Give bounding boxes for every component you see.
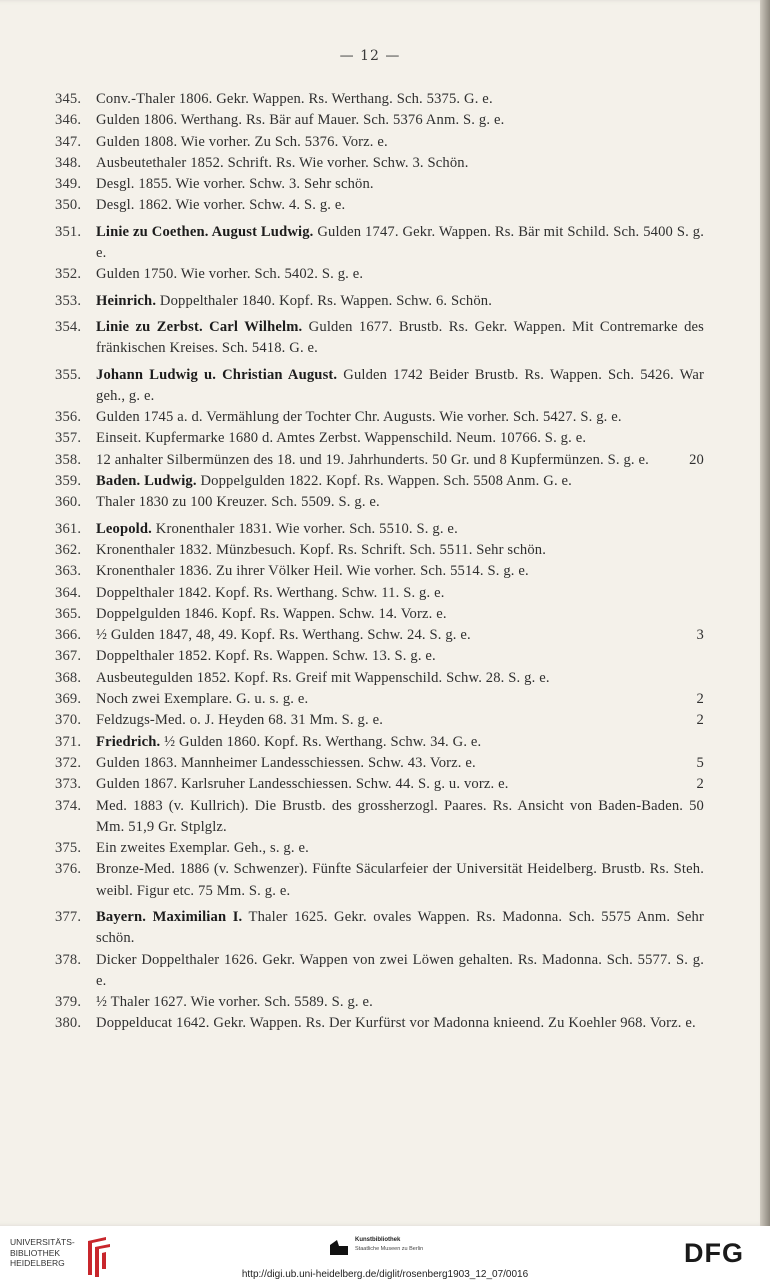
catalog-entry: [0, 471, 760, 492]
entry-number: 364.: [55, 584, 82, 601]
dfg-logo-text: DFG: [684, 1240, 744, 1266]
entry-text: Gulden 1808. Wie vorher. Zu Sch. 5376. Vorz. e.: [96, 133, 388, 150]
catalog-entry: [0, 646, 760, 667]
entry-text: Kronenthaler 1832. Münzbesuch. Kopf. Rs. Schrift. Sch. 5511. Sehr schön.: [96, 541, 547, 558]
catalog-entry: [0, 492, 760, 513]
entry-number: 349.: [55, 176, 82, 193]
entry-text: Desgl. 1862. Wie vorher. Schw. 4. S. g. e.: [96, 197, 346, 214]
catalog-entry: [0, 753, 760, 774]
catalog-entry: [0, 796, 760, 839]
entry-number: 369.: [55, 691, 82, 708]
catalog-entry: [0, 838, 760, 859]
catalog-entry: [0, 365, 760, 408]
entry-number: 351.: [55, 223, 82, 240]
entry-number: 373.: [55, 776, 82, 793]
entry-heading: Linie zu Zerbst. Carl Wilhelm.: [96, 318, 303, 335]
catalog-entry: [0, 222, 760, 265]
entry-number: 355.: [55, 366, 82, 383]
catalog-entry: [0, 668, 760, 689]
entry-price: 20: [689, 451, 704, 468]
entry-text: Gulden 1806. Werthang. Rs. Bär auf Mauer. Sch. 5376 Anm. S. g. e.: [96, 112, 505, 129]
entry-number: 377.: [55, 908, 82, 925]
catalog-entry: [0, 174, 760, 195]
entry-price: 3: [696, 627, 704, 644]
catalog-entry: [0, 540, 760, 561]
ub-logo-text: [10, 1237, 75, 1269]
entry-text: Ausbeutethaler 1852. Schrift. Rs. Wie vorher. Schw. 3. Schön.: [96, 154, 469, 171]
catalog-entry: [0, 428, 760, 449]
entry-number: 378.: [55, 951, 82, 968]
catalog-entry: [0, 859, 760, 902]
catalog-entry: [0, 450, 760, 471]
source-url[interactable]: http://digi.ub.uni-heidelberg.de/diglit/rosenberg1903_12_07/0016: [241, 1269, 529, 1280]
kunstbibliothek-name: Kunstbibliothek: [355, 1237, 401, 1243]
catalog-entry: [0, 153, 760, 174]
entry-text: Ein zweites Exemplar. Geh., s. g. e.: [96, 840, 309, 857]
entry-number: 354.: [55, 318, 82, 335]
entry-text: ½ Gulden 1860. Kopf. Rs. Werthang. Schw. 34. G. e.: [160, 733, 482, 750]
catalog-entry: [0, 264, 760, 285]
entry-heading: Baden. Ludwig.: [96, 473, 197, 490]
entry-price: 5: [696, 754, 704, 771]
ub-line-3: HEIDELBERG: [10, 1258, 65, 1268]
entry-text: Gulden 1742 Beider Brustb. Rs. Wappen. Sch. 5426. War geh., g. e.: [96, 366, 704, 404]
catalog-entry: [0, 407, 760, 428]
kunstbibliothek-icon: [328, 1237, 350, 1257]
entry-number: 360.: [55, 494, 82, 511]
entry-number: 370.: [55, 712, 82, 729]
entry-text: Gulden 1867. Karlsruher Landesschiessen. Schw. 44. S. g. u. vorz. e.: [96, 776, 509, 793]
entry-price: 2: [696, 712, 704, 729]
entry-text: Kronenthaler 1836. Zu ihrer Völker Heil. Wie vorher. Sch. 5514. S. g. e.: [96, 563, 529, 580]
entry-text: Gulden 1750. Wie vorher. Sch. 5402. S. g. e.: [96, 266, 364, 283]
catalog-entry: [0, 625, 760, 646]
entry-text: Einseit. Kupfermarke 1680 d. Amtes Zerbst. Wappenschild. Neum. 10766. S. g. e.: [96, 430, 587, 447]
catalog-entry: [0, 583, 760, 604]
entry-number: 361.: [55, 520, 82, 537]
catalog-entry: [0, 519, 760, 540]
entry-heading: Johann Ludwig u. Christian August.: [96, 366, 338, 383]
entry-text: Doppelthaler 1852. Kopf. Rs. Wappen. Schw. 13. S. g. e.: [96, 648, 436, 665]
entry-price: 2: [696, 776, 704, 793]
entry-number: 346.: [55, 112, 82, 129]
entry-heading: Linie zu Coethen. August Ludwig.: [96, 223, 314, 240]
catalog-entry: [0, 89, 760, 110]
entry-heading: Friedrich.: [96, 733, 161, 750]
entry-text: Med. 1883 (v. Kullrich). Die Brustb. des grossherzogl. Paares. Rs. Ansicht von Baden-Baden. 50 Mm. 51,9 Gr. Stplglz.: [96, 797, 704, 835]
entry-heading: Heinrich.: [96, 292, 157, 309]
ub-line-2: BIBLIOTHEK: [10, 1247, 61, 1258]
entry-text: Dicker Doppelthaler 1626. Gekr. Wappen von zwei Löwen gehalten. Rs. Madonna. Sch. 5577. S. g. e.: [96, 951, 704, 989]
entry-number: 356.: [55, 409, 82, 426]
entry-number: 363.: [55, 563, 82, 580]
entry-text: Conv.-Thaler 1806. Gekr. Wappen. Rs. Werthang. Sch. 5375. G. e.: [96, 91, 493, 107]
catalog-entry: [0, 132, 760, 153]
catalog-entry: [0, 992, 760, 1013]
entry-number: 345.: [55, 91, 82, 107]
entry-heading: Bayern. Maximilian I.: [96, 908, 243, 925]
entry-text: Doppelducat 1642. Gekr. Wappen. Rs. Der Kurfürst vor Madonna knieend. Zu Koehler 968. Vorz. e.: [96, 1015, 696, 1032]
entry-number: 359.: [55, 473, 82, 490]
entry-text: Gulden 1863. Mannheimer Landesschiessen. Schw. 43. Vorz. e.: [96, 754, 476, 771]
catalog-entry: [0, 689, 760, 710]
entry-text: Thaler 1625. Gekr. ovales Wappen. Rs. Madonna. Sch. 5575 Anm. Sehr schön.: [96, 908, 704, 947]
catalog-entry: [0, 774, 760, 795]
page-number: — 12 —: [339, 48, 401, 64]
entry-number: 374.: [55, 797, 82, 814]
dfg-logo[interactable]: [684, 1240, 760, 1266]
entry-text: Desgl. 1855. Wie vorher. Schw. 3. Sehr schön.: [96, 176, 374, 193]
entry-text: Gulden 1747. Gekr. Wappen. Rs. Bär mit Schild. Sch. 5400 S. g. e.: [96, 223, 704, 262]
entry-number: 366.: [55, 627, 82, 644]
entry-number: 367.: [55, 648, 82, 665]
footer-bar: [0, 1226, 770, 1283]
catalog-entry: [0, 1013, 760, 1034]
entry-text: Doppelthaler 1840. Kopf. Rs. Wappen. Schw. 6. Schön.: [156, 292, 493, 309]
entry-text: Doppelgulden 1822. Kopf. Rs. Wappen. Sch. 5508 Anm. G. e.: [196, 473, 572, 490]
entry-text: ½ Gulden 1847, 48, 49. Kopf. Rs. Werthang. Schw. 24. S. g. e.: [96, 627, 471, 644]
kunstbibliothek-logo[interactable]: [328, 1235, 498, 1261]
kunstbibliothek-subtitle: Staatliche Museen zu Berlin: [355, 1246, 424, 1252]
ub-line-1: UNIVERSITÄTS-: [10, 1237, 75, 1247]
entry-text: Kronenthaler 1831. Wie vorher. Sch. 5510. S. g. e.: [151, 520, 458, 537]
entry-number: 372.: [55, 754, 82, 771]
entry-number: 376.: [55, 861, 82, 878]
entry-number: 365.: [55, 605, 82, 622]
entry-number: 368.: [55, 669, 82, 686]
entry-text: Feldzugs-Med. o. J. Heyden 68. 31 Mm. S. g. e.: [96, 712, 383, 729]
entry-number: 380.: [55, 1015, 82, 1032]
entry-text: Gulden 1677. Brustb. Rs. Gekr. Wappen. Mit Contremarke des fränkischen Kreises. Sch. 5418. G. e.: [96, 318, 704, 357]
entry-number: 347.: [55, 133, 82, 150]
catalog-entry: [0, 195, 760, 216]
entry-number: 348.: [55, 154, 82, 171]
catalog-entry: [0, 950, 760, 993]
catalog-entries: [0, 89, 760, 1035]
entry-text: Thaler 1830 zu 100 Kreuzer. Sch. 5509. S. g. e.: [96, 494, 380, 511]
entry-number: 371.: [55, 733, 82, 750]
catalog-entry: [0, 907, 760, 950]
entry-text: Doppelthaler 1842. Kopf. Rs. Werthang. Schw. 11. S. g. e.: [96, 584, 445, 601]
entry-number: 357.: [55, 430, 82, 447]
entry-text: Doppelgulden 1846. Kopf. Rs. Wappen. Schw. 14. Vorz. e.: [96, 605, 447, 622]
entry-text: Bronze-Med. 1886 (v. Schwenzer). Fünfte Säcularfeier der Universität Heidelberg. Brustb. Rs. Steh. weibl. Figur etc. 75 Mm. S. g. e.: [96, 861, 704, 899]
entry-number: 352.: [55, 266, 82, 283]
catalog-entry: [0, 710, 760, 731]
entry-number: 375.: [55, 840, 82, 857]
entry-number: 358.: [55, 451, 82, 468]
catalog-entry: [0, 732, 760, 753]
entry-heading: Leopold.: [96, 520, 152, 537]
catalog-entry: [0, 110, 760, 131]
entry-text: ½ Thaler 1627. Wie vorher. Sch. 5589. S. g. e.: [96, 994, 373, 1011]
catalog-entry: [0, 317, 760, 360]
catalog-entry: [0, 291, 760, 312]
catalog-entry: [0, 561, 760, 582]
entry-text: 12 anhalter Silbermünzen des 18. und 19. Jahrhunderts. 50 Gr. und 8 Kupfermünzen. S. g. e.: [96, 451, 649, 468]
entry-number: 353.: [55, 292, 82, 309]
entry-number: 350.: [55, 197, 82, 214]
catalog-entry: [0, 604, 760, 625]
entry-text: Ausbeutegulden 1852. Kopf. Rs. Greif mit Wappenschild. Schw. 28. S. g. e.: [96, 669, 550, 686]
entry-number: 379.: [55, 994, 82, 1011]
entry-number: 362.: [55, 541, 82, 558]
entry-price: 2: [696, 691, 704, 708]
page-edge-shadow: [760, 0, 770, 1226]
entry-text: Noch zwei Exemplare. G. u. s. g. e.: [96, 691, 309, 708]
entry-text: Gulden 1745 a. d. Vermählung der Tochter Chr. Augusts. Wie vorher. Sch. 5427. S. g. e.: [96, 409, 622, 426]
